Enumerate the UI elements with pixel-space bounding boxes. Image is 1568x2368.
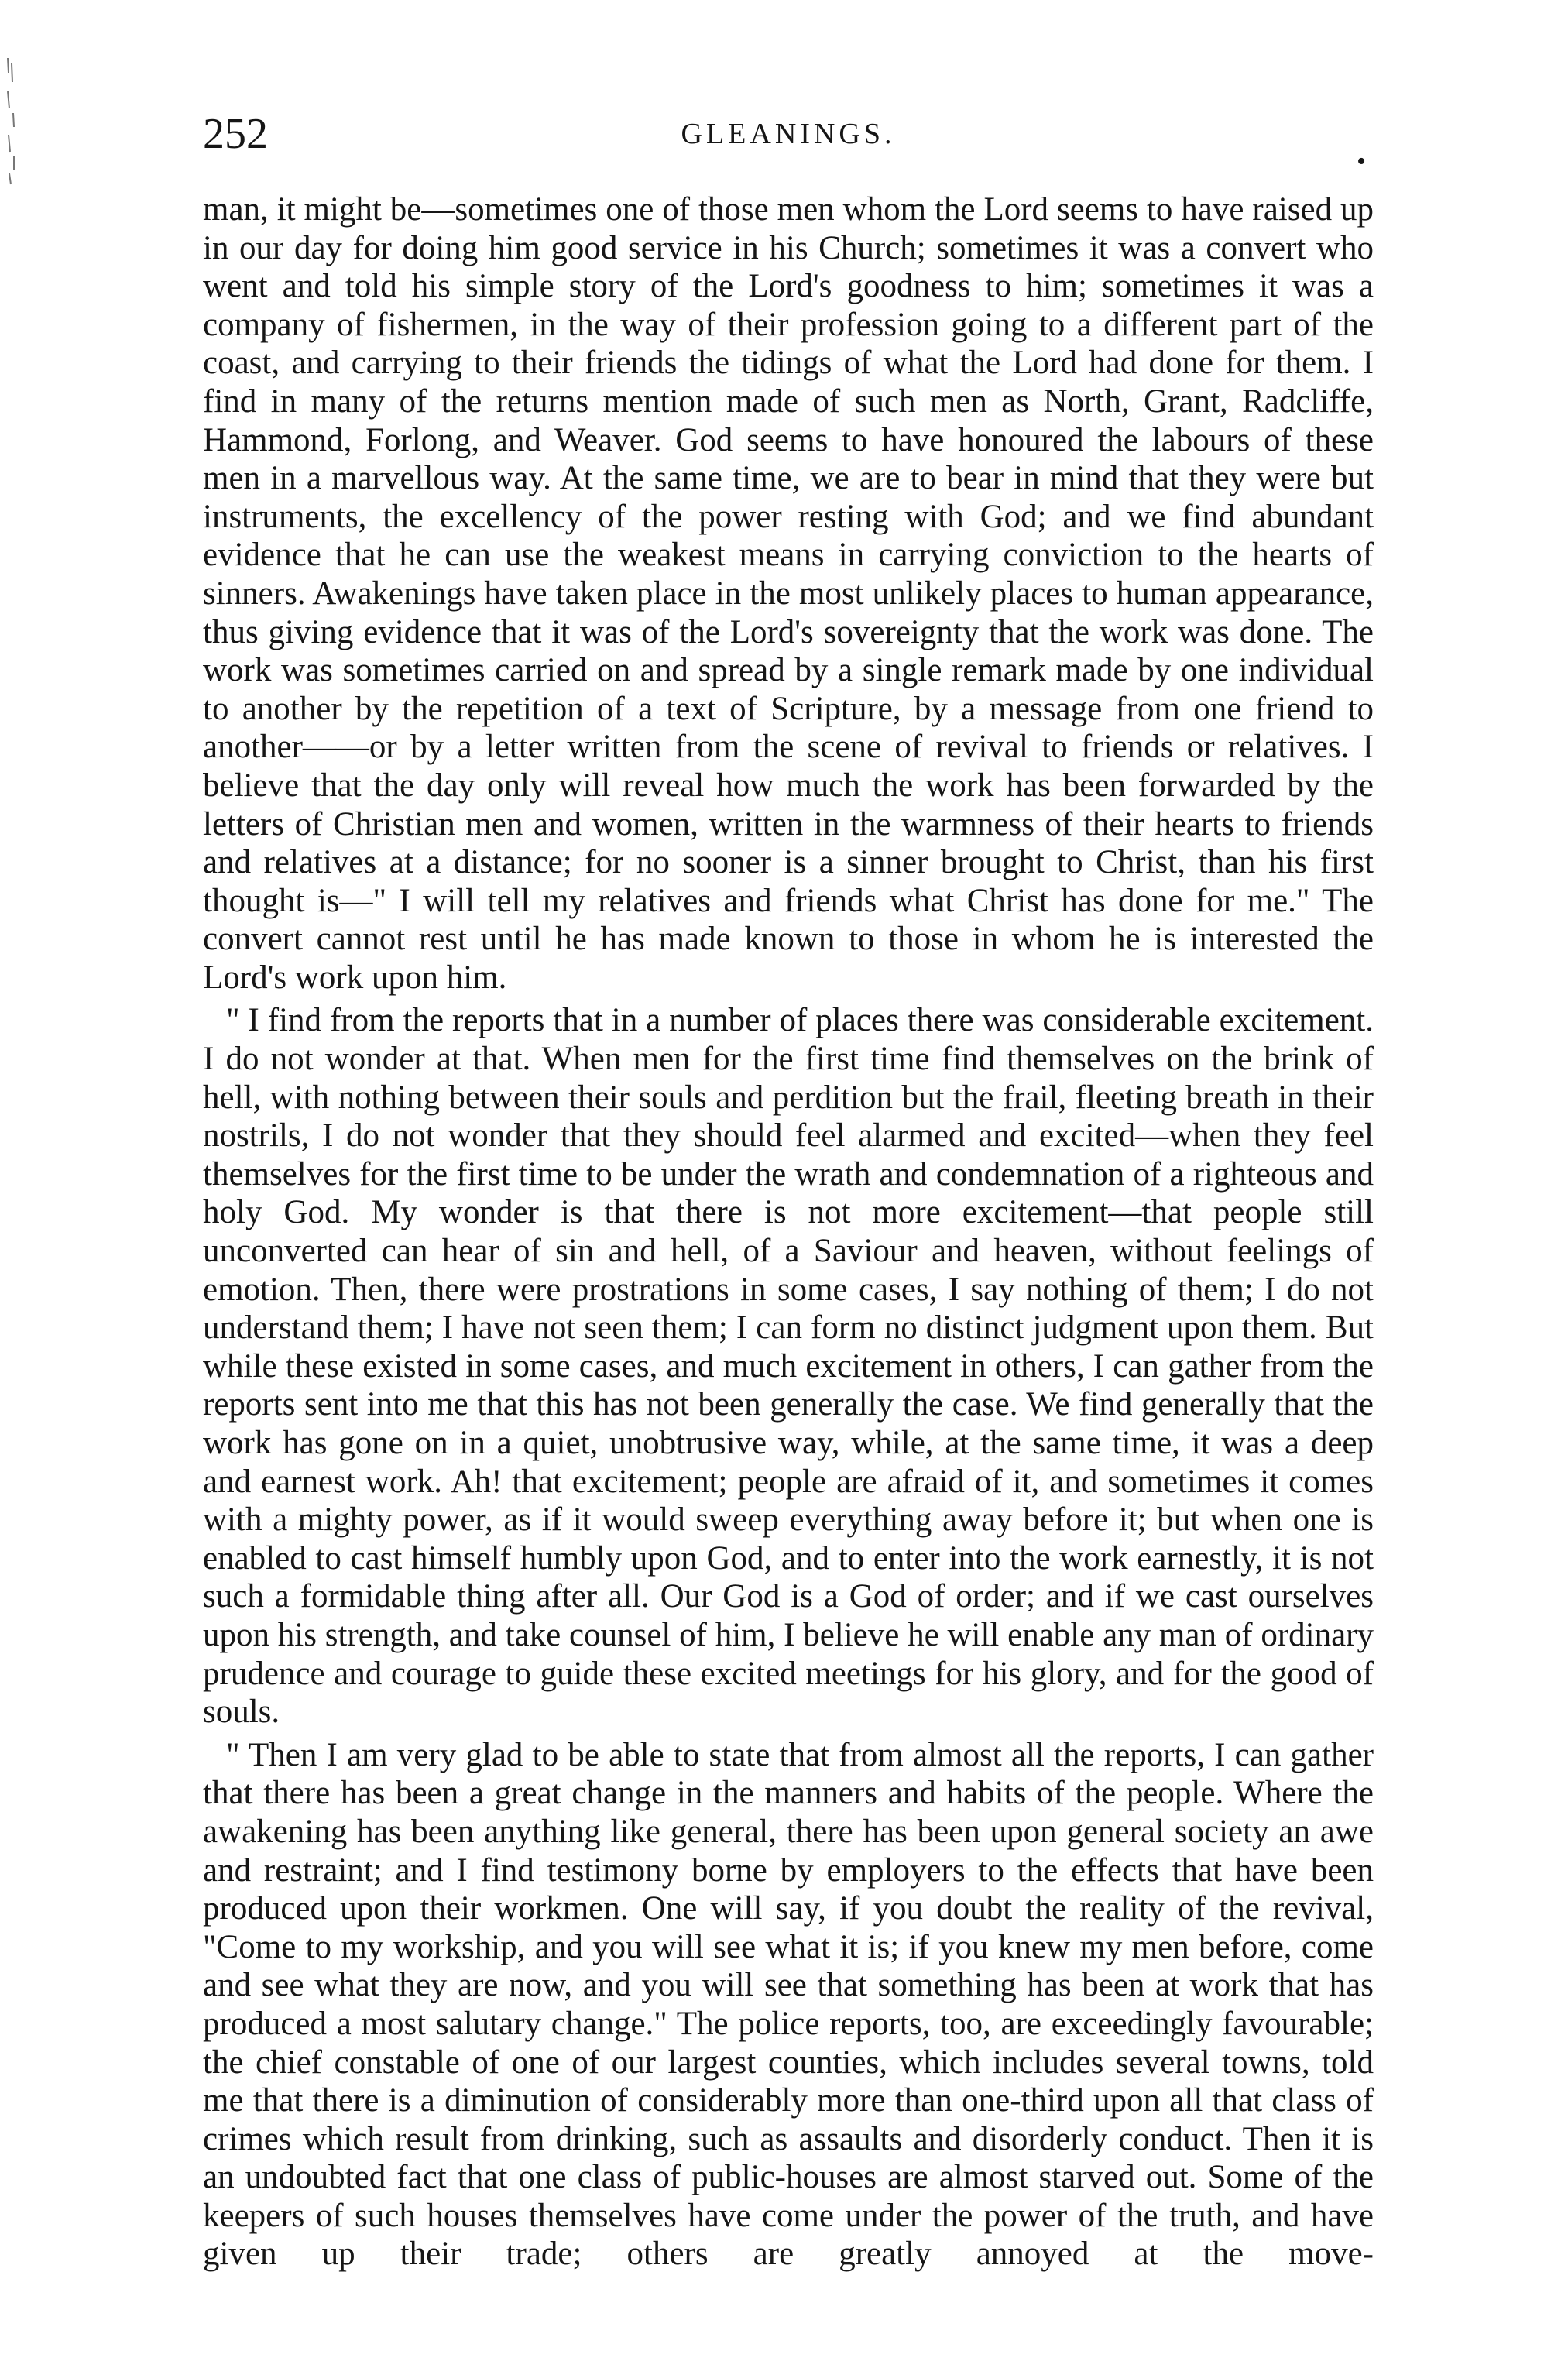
header-ink-mark: • (1357, 147, 1366, 176)
page-number: 252 (203, 110, 268, 158)
page-header (203, 107, 1374, 176)
running-head: GLEANINGS. (681, 118, 896, 150)
paragraph: " I find from the reports that in a number of places there was considerable excitement. I do not wonder at that. When men for the first time find themselves on the brink of hell, with nothing between their souls and perdition but the frail, fleeting breath in their nostrils, I do not wonder that they should feel alarmed and excited—when they feel themselves for the first time to be under the wrath and condemnation of a righteous and holy God. My wonder is that there is not more excitement—that people still unconverted can hear of sin and hell, of a Saviour and heaven, without feelings of emotion. Then, there were prostrations in some cases, I say nothing of them; I do not understand them; I have not seen them; I can form no distinct judgment upon them. But while these existed in some cases, and much excitement in others, I can gather from the reports sent into me that this has not been generally the case. We find generally that the work has gone on in a quiet, unobtrusive way, while, at the same time, it was a deep and earnest work. Ah! that excitement; people are afraid of it, and sometimes it comes with a mighty power, as if it would sweep everything away before it; but when one is enabled to cast himself humbly upon God, and to enter into the work earnestly, it is not such a formidable thing after all. Our God is a God of order; and if we cast ourselves upon his strength, and take counsel of him, I believe he will enable any man of ordinary prudence and courage to guide these excited meetings for his glory, and for the good of souls. (203, 1002, 1374, 1731)
page-body (203, 190, 1374, 2278)
binding-edge-marks (5, 54, 22, 186)
paragraph: man, it might be—sometimes one of those men whom the Lord seems to have raised up in our day for doing him good service in his Church; sometimes it was a convert who went and told his simple story of the Lord's goodness to him; sometimes it was a company of fishermen, in the way of their profession going to a different part of the coast, and carrying to their friends the tidings of what the Lord had done for them. I find in many of the returns mention made of such men as North, Grant, Radcliffe, Hammond, Forlong, and Weaver. God seems to have honoured the labours of these men in a marvellous way. At the same time, we are to bear in mind that they were but instruments, the excellency of the power resting with God; and we find abundant evidence that he can use the weakest means in carrying conviction to the hearts of sinners. Awakenings have taken place in the most unlikely places to human appearance, thus giving evidence that it was of the Lord's sovereignty that the work was done. The work was sometimes carried on and spread by a single remark made by one individual to another by the repetition of a text of Scripture, by a message from one friend to another——or by a letter written from the scene of revival to friends or relatives. I believe that the day only will reveal how much the work has been forwarded by the letters of Christian men and women, written in the warmness of their hearts to friends and relatives at a distance; for no sooner is a sinner brought to Christ, than his first thought is—" I will tell my relatives and friends what Christ has done for me." The convert cannot rest until he has made known to those in whom he is interested the Lord's work upon him. (203, 191, 1374, 996)
paragraph: " Then I am very glad to be able to state that from almost all the reports, I can gather that there has been a great change in the manners and habits of the people. Where the awakening has been anything like general, there has been upon general society an awe and restraint; and I find testimony borne by employers to the effects that have been produced upon their workmen. One will say, if you doubt the reality of the revival, "Come to my workship, and you will see what it is; if you knew my men before, come and see what they are now, and you will see that something has been at work that has produced a most salutary change." The police reports, too, are exceedingly favourable; the chief constable of one of our largest counties, which includes several towns, told me that there is a diminution of considerably more than one-third upon all that class of crimes which result from drinking, such as assaults and disorderly conduct. Then it is an undoubted fact that one class of public-houses are almost starved out. Some of the keepers of such houses themselves have come under the power of the truth, and have given up their trade; others are greatly annoyed at the move- (203, 1736, 1374, 2273)
